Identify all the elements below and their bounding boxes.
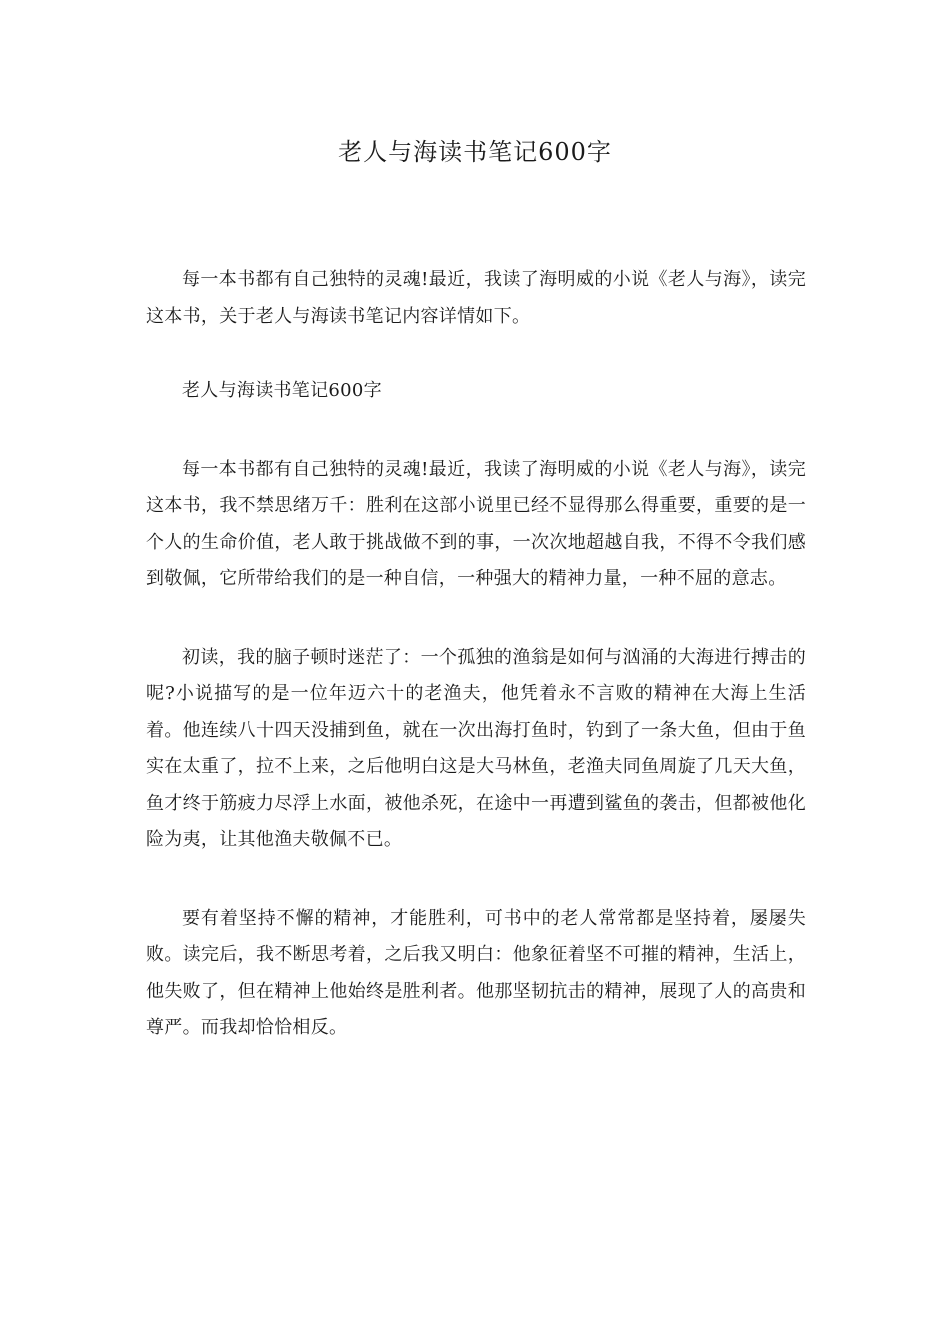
body-paragraph: 初读，我的脑子顿时迷茫了：一个孤独的渔翁是如何与汹涌的大海进行搏击的呢?小说描写的是一位年迈六十的老渔夫，他凭着永不言败的精神在大海上生活着。他连续八十四天没捕到鱼，就在一次出海打鱼时，钓到了一条大鱼，但由于鱼实在太重了，拉不上来，之后他明白这是大马林鱼，老渔夫同鱼周旋了几天大鱼，鱼才终于筋疲力尽浮上水面，被他杀死，在途中一再遭到鲨鱼的袭击，但都被他化险为夷，让其他渔夫敬佩不已。 — [146, 646, 806, 850]
document-body — [146, 262, 806, 1047]
body-paragraph: 要有着坚持不懈的精神，才能胜利，可书中的老人常常都是坚持着，屡屡失败。读完后，我不断思考着，之后我又明白：他象征着坚不可摧的精神，生活上，他失败了，但在精神上他始终是胜利者。他那坚韧抗击的精神，展现了人的高贵和尊严。而我却恰恰相反。 — [146, 907, 806, 1038]
section-heading: 老人与海读书笔记600字 — [182, 380, 382, 401]
intro-paragraph: 每一本书都有自己独特的灵魂!最近，我读了海明威的小说《老人与海》，读完这本书，关于老人与海读书笔记内容详情如下。 — [146, 269, 806, 327]
document-title: 老人与海读书笔记600字 — [338, 138, 612, 166]
body-paragraph: 每一本书都有自己独特的灵魂!最近，我读了海明威的小说《老人与海》，读完这本书，我不禁思绪万千：胜利在这部小说里已经不显得那么得重要，重要的是一个人的生命价值，老人敢于挑战做不到的事，一次次地超越自我，不得不令我们感到敬佩，它所带给我们的是一种自信，一种强大的精神力量，一种不屈的意志。 — [146, 458, 806, 589]
